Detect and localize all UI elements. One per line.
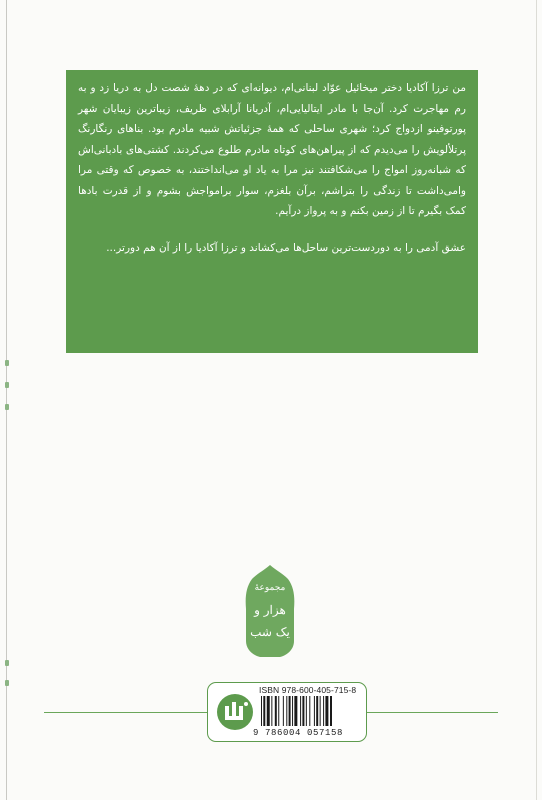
series-emblem	[244, 563, 296, 659]
blurb-text	[78, 78, 466, 258]
ean-digits: 9 786004 057158	[253, 728, 344, 738]
spine-marks	[0, 360, 16, 690]
blurb-paragraph-2: عشق آدمی را به دوردست‌ترین ساحل‌ها می‌کشاند و ترزا آکادیا را از آن هم دورتر...	[106, 241, 466, 254]
emblem-line-2: هزار و	[254, 603, 286, 617]
cover-edge-right	[536, 0, 537, 800]
emblem-line-1: مجموعهٔ	[254, 583, 286, 593]
rule-left	[44, 712, 212, 713]
rule-right	[364, 712, 498, 713]
barcode-frame	[207, 682, 367, 742]
isbn-label: ISBN 978-600-405-715-8	[259, 685, 357, 695]
blurb-paragraph-1: من ترزا آکادیا دختر میخائیل عوّاد لبنانی‌ام، دیوانه‌ای که در دههٔ شصت دل به دریا زد و به رم مهاجرت کرد. آن‌جا با مادر ایتالیایی‌ام، آدریانا آرابلای ظریف، زیباترین زیبایان شهر پورتوفینو ازدواج کرد؛ شهری ساحلی که همهٔ جزئیاتش شبیه مادرم بود. بناهای رنگارنگ پرتلألویش را می‌دیدم که از پیراهن‌های کوتاه مادرم طلوع می‌کردند. کشتی‌های بادبانی‌اش که شبانه‌روز امواج را می‌شکافتند نیز مرا به یاد او می‌انداختند، به خصوص که وقتی مرا وامی‌داشت تا زندگی را بتراشم، برآن بلغزم، سوار برامواجش بشوم و از قدرت بادها کمک بگیرم تا از زمین بکنم و به پرواز درآیم.	[78, 82, 466, 217]
blurb-panel	[66, 70, 478, 353]
publisher-logo-icon	[216, 692, 254, 732]
emblem-line-3: یک شب	[250, 625, 290, 639]
barcode-icon	[261, 696, 361, 726]
